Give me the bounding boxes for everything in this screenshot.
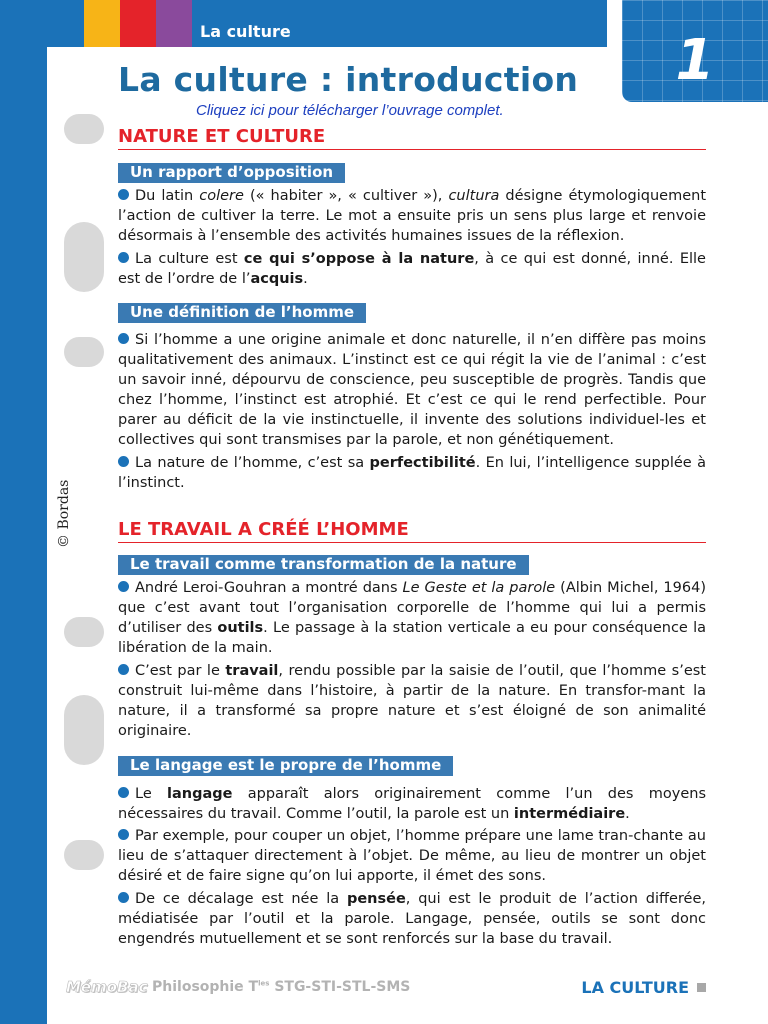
bold-term: langage xyxy=(167,786,233,802)
text-run: (« habiter », « cultiver »), xyxy=(243,188,449,204)
subsection-title: Le langage est le propre de l’homme xyxy=(118,756,453,776)
text-run: La culture est xyxy=(135,251,244,267)
paragraph xyxy=(118,249,706,289)
text-run: , à ce qui est donné, inné. Elle est de l’ordre de l’ xyxy=(118,251,706,287)
left-margin-bar xyxy=(0,0,47,1024)
paragraph xyxy=(118,784,706,824)
bold-term: acquis xyxy=(250,271,304,287)
bold-term: outils xyxy=(217,620,264,636)
binder-hole xyxy=(64,617,104,647)
paragraph xyxy=(118,889,706,949)
subject-label: Philosophie T xyxy=(152,979,259,995)
text-run: , rendu possible par la saisie de l’outil, que l’homme s’est construit lui-même dans l’histoire, à partir de la nature. En transfor-mant la nature, il a transformé sa propre nature et s’est éloigné de son animalité originaire. xyxy=(118,663,706,739)
footer-section-label: LA CULTURE xyxy=(581,978,689,997)
binder-hole xyxy=(64,114,104,144)
subsection-title: Le travail comme transformation de la nature xyxy=(118,555,529,575)
text-run: La nature de l’homme, c’est sa xyxy=(135,455,370,471)
section-heading: LE TRAVAIL A CRÉÉ L’HOMME xyxy=(118,519,706,543)
paragraph xyxy=(118,186,706,246)
bold-term: travail xyxy=(225,663,279,679)
bullet-icon xyxy=(118,456,129,467)
text-run: De ce décalage est née la xyxy=(135,891,347,907)
chapter-number: 1 xyxy=(675,28,715,93)
paragraph xyxy=(118,578,706,658)
color-tab-yellow xyxy=(84,0,120,48)
text-run: , qui est le produit de l’action differée, médiatisée par l’outil et la parole. Langage, pensée, outils se sont donc engendrés mutuellement et se sont renforcés sur la base du travail. xyxy=(118,891,707,947)
bullet-icon xyxy=(118,829,129,840)
chapter-badge xyxy=(622,0,768,102)
header-divider xyxy=(47,47,637,49)
header-title: La culture xyxy=(200,22,291,41)
binder-hole xyxy=(64,222,104,292)
color-tab-red xyxy=(120,0,156,48)
text-run: Par exemple, pour couper un objet, l’homme prépare une lame tran-chante au lieu de s’attaquer directement à l’objet. De même, au lieu de montrer un objet désiré et de faire signe qu’on lui apporte, il émet des sons. xyxy=(118,828,706,884)
bold-term: pensée xyxy=(346,891,406,907)
bullet-icon xyxy=(118,189,129,200)
binder-hole xyxy=(64,840,104,870)
bullet-icon xyxy=(118,892,129,903)
bold-term: perfectibilité xyxy=(369,455,476,471)
text-run: . En lui, l’intelligence supplée à l’instinct. xyxy=(118,455,706,491)
text-run: André Leroi-Gouhran a montré dans xyxy=(135,580,403,596)
italic-term: cultura xyxy=(448,188,500,204)
copyright-label: © Bordas xyxy=(56,479,72,548)
text-run: . Le passage à la station verticale a eu pour conséquence la libération de la main. xyxy=(118,620,706,656)
text-run: désigne étymologiquement l’action de cultiver la terre. Le mot a ensuite pris un sens plus large et renvoie désormais à l’ensemble des activités humaines issues de la réflexion. xyxy=(118,188,706,244)
text-run: . xyxy=(625,806,630,822)
bold-term: intermédiaire xyxy=(513,806,626,822)
text-run: apparaît alors originairement comme l’un des moyens nécessaires du travail. Comme l’outil, la parole est un xyxy=(118,786,706,822)
book-title xyxy=(152,979,410,995)
series-label: STG-STI-STL-SMS xyxy=(274,979,411,995)
paragraph xyxy=(118,330,706,450)
bullet-icon xyxy=(118,252,129,263)
text-run: C’est par le xyxy=(135,663,226,679)
text-run: Si l’homme a une origine animale et donc naturelle, il n’en diffère pas moins qualitativement des animaux. L’instinct est ce qui régit la vie de l’animal : c’est un savoir inné, dépourvu de conscience, peu susceptible de progrès. Tandis que chez l’homme, l’instinct est atrophié. Et c’est ce qui le rend perfectible. Pour parer au déficit de la vie instinctuelle, il invente des solutions individuel-les et collectives qui sont transmises par la parole, et non génétiquement. xyxy=(118,332,706,448)
brand-logo: MémoBac xyxy=(66,978,148,996)
paragraph xyxy=(118,453,706,493)
text-run: Du latin xyxy=(135,188,200,204)
text-run: Le xyxy=(135,786,168,802)
subsection-title: Un rapport d’opposition xyxy=(118,163,345,183)
bold-term: ce qui s’oppose à la nature xyxy=(243,251,475,267)
bullet-icon xyxy=(118,787,129,798)
bullet-icon xyxy=(118,333,129,344)
bullet-icon xyxy=(118,664,129,675)
italic-term: Le Geste et la parole xyxy=(402,580,556,596)
page-title: La culture : introduction xyxy=(118,60,579,99)
bullet-icon xyxy=(118,581,129,592)
binder-hole xyxy=(64,337,104,367)
level-superscript: les xyxy=(258,979,270,988)
subsection-title: Une définition de l’homme xyxy=(118,303,366,323)
italic-term: colere xyxy=(199,188,244,204)
text-run: . xyxy=(303,271,308,287)
paragraph xyxy=(118,661,706,741)
footer-section xyxy=(581,978,706,997)
paragraph xyxy=(118,826,706,886)
color-tab-purple xyxy=(156,0,192,48)
section-heading: NATURE ET CULTURE xyxy=(118,126,706,150)
square-icon xyxy=(697,983,706,992)
footer xyxy=(66,978,706,1000)
binder-hole xyxy=(64,695,104,765)
download-link[interactable]: Cliquez ici pour télécharger l’ouvrage complet. xyxy=(196,102,504,119)
text-run: (Albin Michel, 1964) que c’est avant tout l’organisation corporelle de l’homme qui lui a permis d’utiliser des xyxy=(118,580,706,636)
